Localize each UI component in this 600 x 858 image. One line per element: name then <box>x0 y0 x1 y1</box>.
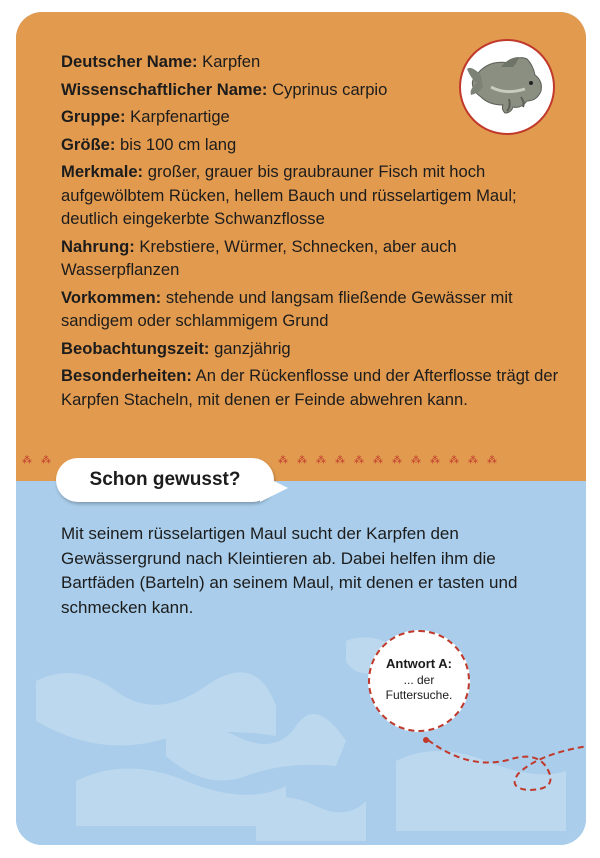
answer-badge <box>368 630 470 732</box>
ornament-right: ⁂⁂⁂⁂⁂⁂⁂⁂⁂⁂⁂⁂ <box>278 455 506 466</box>
fact-special-features: Besonderheiten: An der Rückenflosse und der Afterflosse trägt der Karpfen Stacheln, mit denen er Feinde abwehren kann. <box>61 366 559 409</box>
fact-features: Merkmale: großer, grauer bis graubrauner Fisch mit hoch aufgewölbtem Rücken, hellem Bauch und rüsselartigem Maul; deutlich eingekerbte Schwanzflosse <box>61 162 517 228</box>
ornament-left: ⁂⁂ <box>22 455 60 466</box>
fact-habitat: Vorkommen: stehende und langsam fließende Gewässer mit sandigem oder schlammigem Grund <box>61 287 513 330</box>
fact-common-name: Deutscher Name: Karpfen <box>61 52 261 71</box>
did-you-know-text: Mit seinem rüsselartigen Maul sucht der Karpfen den Gewässergrund nach Kleintieren ab. Dabei helfen ihm die Bartfäden (Barteln) an seinem Maul, mit denen er tasten und schmecken kann. <box>61 524 518 617</box>
answer-title: Antwort A: <box>386 656 452 671</box>
fact-observation-time: Beobachtungszeit: ganzjährig <box>61 338 291 358</box>
fact-group: Gruppe: Karpfenartige <box>61 107 230 126</box>
fact-card <box>16 12 586 845</box>
fact-size: Größe: bis 100 cm lang <box>61 134 237 154</box>
fact-food: Nahrung: Krebstiere, Würmer, Schnecken, aber auch Wasserpflanzen <box>61 236 457 279</box>
fact-scientific-name: Wissenschaftlicher Name: Cyprinus carpio <box>61 79 388 99</box>
dashed-trail-icon <box>16 12 586 845</box>
did-you-know-title: Schon gewusst? <box>89 469 241 490</box>
answer-text: ... der Futtersuche. <box>385 673 453 702</box>
